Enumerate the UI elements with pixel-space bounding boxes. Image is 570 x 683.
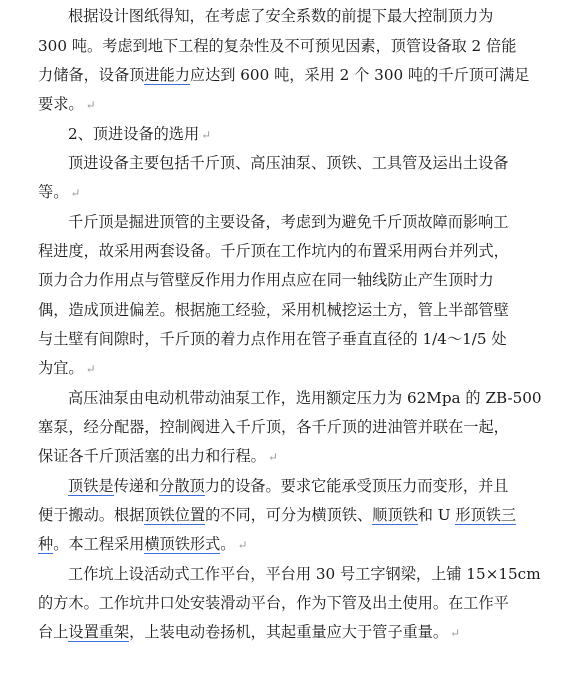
text-run: 高压油泵由电动机带动油泵工作，选用额定压力为 62Mpa 的 ZB-500 <box>68 389 542 407</box>
text-line <box>68 3 568 29</box>
text-run: 应达到 600 吨，采用 2 个 300 吨的千斤顶可满足 <box>189 66 530 84</box>
text-line <box>38 502 538 528</box>
text-line <box>38 267 538 293</box>
underlined-text: 顶铁是 <box>68 477 114 495</box>
text-run: 的方木。工作坑井口处安装滑动平台，作为下管及出土使用。在工作平 <box>38 594 509 612</box>
text-run: 工作坑上设活动式工作平台，平台用 30 号工字钢梁，上铺 15×15cm <box>68 565 541 583</box>
text-line <box>68 150 568 176</box>
text-run: 顶力合力作用点与管壁反作用力作用点应在同一轴线防止产生顶时力 <box>38 271 494 289</box>
text-line <box>38 531 538 557</box>
paragraph-mark-icon: ↵ <box>450 626 461 640</box>
underlined-text: 横顶铁形式 <box>144 535 221 553</box>
text-line <box>38 91 538 117</box>
text-run: 台上 <box>38 623 69 641</box>
text-run: 保证各千斤顶活塞的出力和行程。 <box>38 447 266 465</box>
text-run: 和 U <box>417 506 456 524</box>
text-run: 塞泵，经分配器，控制阀进入千斤顶，各千斤顶的进油管并联在一起， <box>38 418 509 436</box>
text-line <box>68 209 568 235</box>
text-line <box>38 443 538 469</box>
text-line <box>38 590 538 616</box>
paragraph-mark-icon: ↵ <box>85 362 96 376</box>
underlined-text: 分散顶 <box>159 477 205 495</box>
underlined-text: 顺顶铁 <box>372 506 418 524</box>
text-line <box>38 179 538 205</box>
section-heading <box>68 121 568 147</box>
underlined-text: 设置重架 <box>68 623 130 641</box>
text-run: 便于搬动。根据 <box>38 506 145 524</box>
text-run: 根据设计图纸得知，在考虑了安全系数的前提下最大控制顶力为 <box>68 7 494 25</box>
text-line <box>68 385 568 411</box>
text-run: 与土壁有间隙时，千斤顶的着力点作用在管子垂直直径的 1/4～1/5 处 <box>38 330 507 348</box>
text-run: 偶，造成顶进偏差。根据施工经验，采用机械挖运土方，管上半部管壁 <box>38 301 509 319</box>
paragraph-mark-icon: ↵ <box>237 538 248 552</box>
text-run: 2、顶进设备的选用 <box>68 125 200 143</box>
text-run: 力的设备。要求它能承受顶压力而变形，并且 <box>204 477 509 495</box>
paragraph-mark-icon: ↵ <box>201 128 212 142</box>
paragraph-mark-icon: ↵ <box>70 186 81 200</box>
text-run: 。本工程采用 <box>53 535 145 553</box>
text-run: 传递和 <box>113 477 160 495</box>
text-run: 顶进设备主要包括千斤顶、高压油泵、顶铁、工具管及运出土设备 <box>68 154 509 172</box>
text-line <box>38 326 538 352</box>
text-line <box>38 355 538 381</box>
text-run: 要求。 <box>38 95 84 113</box>
text-line <box>68 473 568 499</box>
text-line <box>38 62 538 88</box>
text-line <box>38 414 538 440</box>
paragraph-mark-icon: ↵ <box>267 450 278 464</box>
text-line <box>38 619 538 645</box>
underlined-text: 顶铁位置 <box>144 506 206 524</box>
text-run: 300 吨。考虑到地下工程的复杂性及不可预见因素，顶管设备取 2 倍能 <box>38 37 517 55</box>
underlined-text: 进能力 <box>144 66 190 84</box>
text-run: 千斤顶是掘进顶管的主要设备，考虑到为避免千斤顶故障而影响工 <box>68 213 509 231</box>
paragraph-mark-icon: ↵ <box>85 98 96 112</box>
underlined-text: 形顶铁三 <box>455 506 517 524</box>
underlined-text: 种 <box>38 535 54 553</box>
text-run: 为宜。 <box>38 359 84 377</box>
text-line <box>38 297 538 323</box>
text-run: 程进度，故采用两套设备。千斤顶在工作坑内的布置采用两台并列式， <box>38 242 509 260</box>
text-line <box>68 561 568 587</box>
text-run: 。 <box>220 535 236 553</box>
text-run: ，上装电动卷扬机，其起重量应大于管子重量。 <box>129 623 449 641</box>
text-line <box>38 33 538 59</box>
text-run: 等。 <box>38 183 69 201</box>
text-run: 的不同，可分为横顶铁、 <box>205 506 373 524</box>
text-run: 力储备，设备顶 <box>38 66 145 84</box>
text-line <box>38 238 538 264</box>
